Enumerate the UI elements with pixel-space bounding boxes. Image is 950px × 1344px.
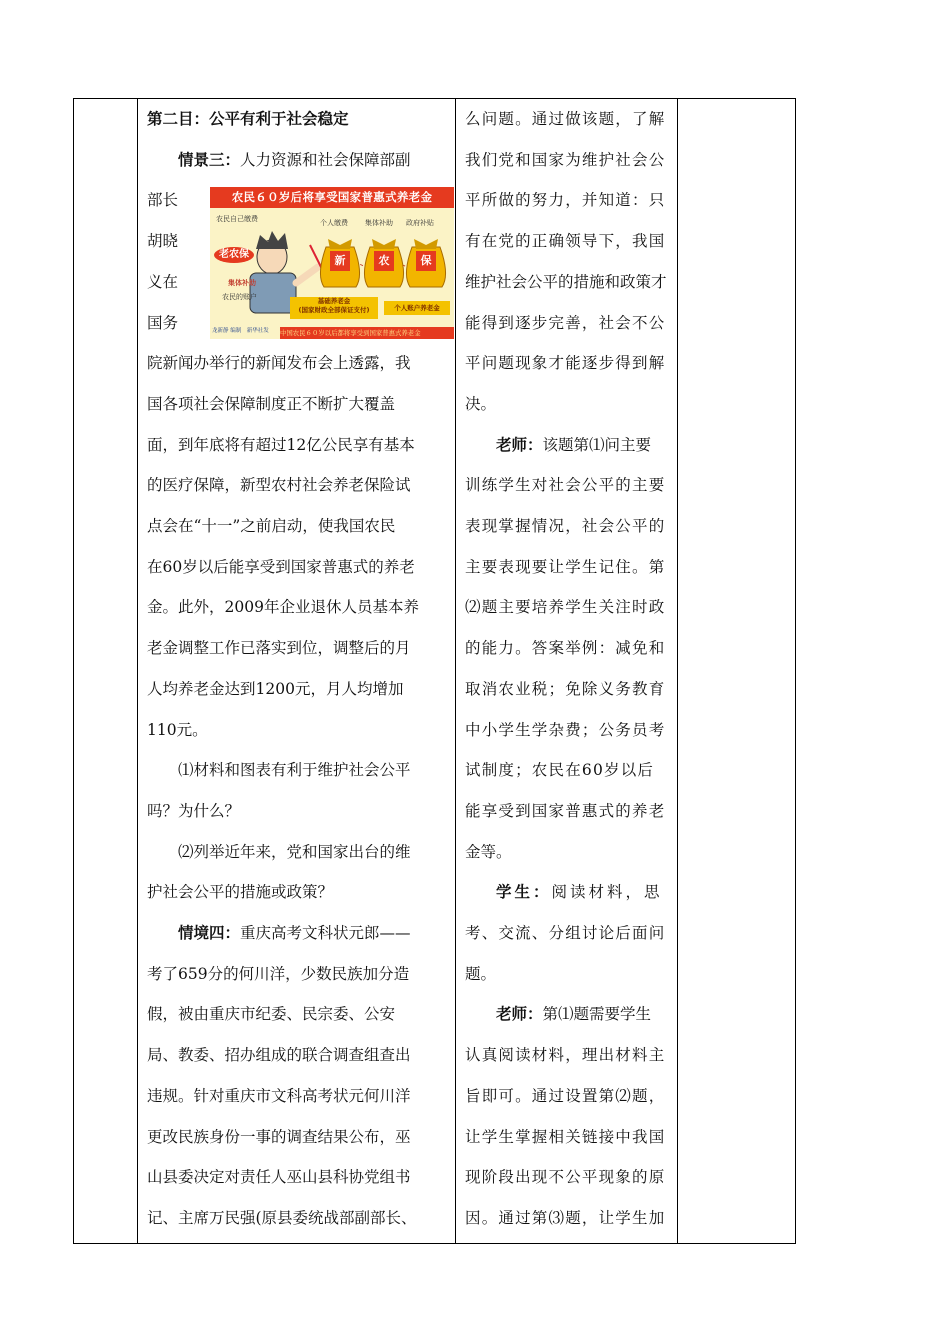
text-line: 平所做的努力，并知道：只 [465, 191, 666, 210]
basic-pension-box: 基础养老金 (国家财政全部保证支付) [290, 297, 378, 319]
scenario-four-label: 情境四： [178, 923, 241, 943]
text-line: 假，被由重庆市纪委、民宗委、公安 [147, 1005, 396, 1024]
teacher-label: 老师： [496, 434, 543, 454]
text-line: 认真阅读材料，理出材料主 [465, 1046, 666, 1065]
section-heading: 第二目：公平有利于社会稳定 [147, 109, 349, 128]
text-line: 考、交流、分组讨论后面问 [465, 924, 666, 943]
scenario-four-intro: 情境四：重庆高考文科状元郎—— [178, 923, 411, 943]
scenario-three-intro: 情景三：人力资源和社会保障部副 [178, 149, 411, 169]
text-line: 能享受到国家普惠式的养老 [465, 801, 666, 820]
text-line: 金。此外，2009年企业退休人员基本养 [147, 598, 419, 617]
student-note: 学生：阅读材料，思 [496, 882, 663, 902]
bao-tag: 保 [416, 251, 436, 271]
text-line: 护社会公平的措施或政策？ [147, 883, 334, 902]
text-line: 局、教委、招办组成的联合调查组查出 [147, 1046, 411, 1065]
text-line: 的能力。答案举例：减免和 [465, 639, 666, 658]
figure-credit: 龙新静 编制 新华社发 [212, 328, 269, 334]
lesson-table [73, 98, 796, 1244]
text-line: 现阶段出现不公平现象的原 [465, 1168, 666, 1187]
text-line: 金等。 [465, 842, 512, 861]
collective-aid-label: 集体补助 [365, 219, 393, 227]
scenario-three-label: 情景三： [178, 149, 241, 169]
text-line: 我们党和国家为维护社会公 [465, 150, 666, 169]
text-line: 面，到年底将有超过12亿公民享有基本 [147, 435, 415, 454]
teacher-note-one: 老师：该题第⑴问主要 [496, 434, 652, 454]
text-line: 点会在“十一”之前启动，使我国农民 [147, 517, 396, 536]
text-line: 国各项社会保障制度正不断扩大覆盖 [147, 394, 396, 413]
text-line: 考了659分的何川洋，少数民族加分造 [147, 964, 410, 983]
text-line: 在60岁以后能享受到国家普惠式的养老 [147, 557, 415, 576]
activity-column [465, 99, 673, 1239]
farmer-account-label: 农民的账户 [222, 293, 257, 301]
collective-label: 集体补助 [228, 279, 256, 287]
individual-pay-label: 个人缴费 [320, 219, 348, 227]
text-line: 旨即可。通过设置第⑵题， [465, 1086, 666, 1105]
student-label: 学生： [496, 882, 552, 902]
text-line: 取消农业税；免除义务教育 [465, 679, 666, 698]
old-insurance-badge: 老农保 [214, 247, 254, 263]
column-divider [677, 99, 678, 1243]
teacher-label: 老师： [496, 1004, 543, 1024]
text-line: 山县委决定对责任人巫山县科协党组书 [147, 1168, 411, 1187]
text-line: 中小学生学杂费；公务员考 [465, 720, 666, 739]
figure-footer: 中国农民６０岁以后都将享受到国家普惠式养老金 [280, 327, 454, 339]
wrap-line: 国务 [147, 313, 179, 332]
nong-tag: 农 [374, 251, 394, 271]
text-line: 主要表现要让学生记住。第 [465, 557, 666, 576]
text-line: 能得到逐步完善，社会不公 [465, 313, 666, 332]
text-line: 的医疗保障，新型农村社会养老保险试 [147, 476, 411, 495]
text-line: 训练学生对社会公平的主要 [465, 476, 666, 495]
text-line: ⑵题主要培养学生关注时政 [465, 598, 666, 617]
illustration-title: 农民６０岁后将享受国家普惠式养老金 [210, 187, 454, 208]
text-line: 维护社会公平的措施和政策才 [465, 272, 667, 291]
wrap-line: 部长 [147, 191, 179, 210]
text-line: 让学生掌握相关链接中我国 [465, 1127, 666, 1146]
text-line: 吗？为什么？ [147, 801, 241, 820]
column-divider [137, 99, 138, 1243]
text-line: 有在党的正确领导下，我国 [465, 232, 666, 251]
personal-account-box: 个人账户养老金 [384, 301, 450, 315]
text-line: 110元。 [147, 720, 208, 739]
column-divider [455, 99, 456, 1243]
text-line: 试制度；农民在60岁以后 [465, 761, 655, 780]
wrap-line: 义在 [147, 272, 179, 291]
text-line: 题。 [465, 964, 497, 983]
text-line: 更改民族身份一事的调查结果公布，巫 [147, 1127, 411, 1146]
text-line: 表现掌握情况，社会公平的 [465, 517, 666, 536]
text-line: 老金调整工作已落实到位，调整后的月 [147, 639, 411, 658]
self-pay-label: 农民自己缴费 [216, 215, 258, 223]
text-line: 么问题。通过做该题，了解 [465, 110, 666, 128]
wrap-line: 胡晓 [147, 232, 179, 251]
teacher-note-two: 老师：第⑴题需要学生 [496, 1004, 652, 1024]
text-line: 平问题现象才能逐步得到解 [465, 354, 666, 373]
text-line: 违规。针对重庆市文科高考状元何川洋 [147, 1086, 411, 1105]
question-one: ⑴材料和图表有利于维护社会公平 [178, 761, 411, 780]
text-line: 人均养老金达到1200元，月人均增加 [147, 679, 404, 698]
text-line: 院新闻办举行的新闻发布会上透露，我 [147, 354, 411, 373]
question-two: ⑵列举近年来，党和国家出台的维 [178, 842, 411, 861]
pension-illustration [210, 187, 454, 339]
text-line: 决。 [465, 394, 497, 413]
gov-subsidy-label: 政府补贴 [406, 219, 434, 227]
text-line: 因。通过第⑶题，让学生加 [465, 1208, 666, 1227]
text-line: 记、主席万民强(原县委统战部副部长、 [147, 1208, 417, 1227]
xin-tag: 新 [330, 251, 350, 271]
